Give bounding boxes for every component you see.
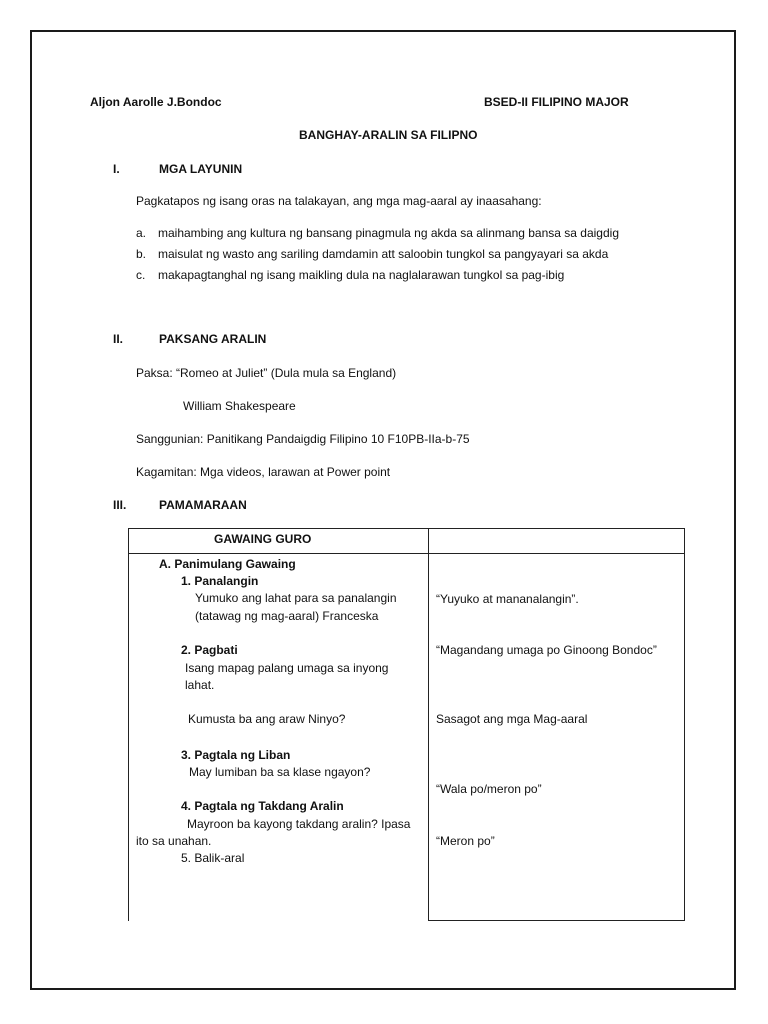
- student-response: “Magandang umaga po Ginoong Bondoc”: [436, 643, 657, 657]
- step-1-heading: 1. Panalangin: [181, 574, 259, 588]
- student-response: “Yuyuko at mananalangin”.: [436, 592, 579, 606]
- section3-number: III.: [113, 498, 127, 512]
- author-name: Aljon Aarolle J.Bondoc: [90, 95, 222, 109]
- table-column-divider: [428, 528, 429, 921]
- table-top-border: [128, 528, 685, 529]
- step-2-text: Isang mapag palang umaga sa inyong: [185, 661, 389, 675]
- objective-letter: b.: [136, 247, 147, 261]
- objective-text: maisulat ng wasto ang sariling damdamin att saloobin tungkol sa pangyayari sa akda: [158, 247, 609, 261]
- sanggunian-line: Sanggunian: Panitikang Pandaigdig Filipino 10 F10PB-IIa-b-75: [136, 432, 470, 446]
- greeting-question: Kumusta ba ang araw Ninyo?: [188, 712, 346, 726]
- student-response: “Wala po/meron po”: [436, 782, 542, 796]
- section1-intro: Pagkatapos ng isang oras na talakayan, ang mga mag-aaral ay inaasahang:: [136, 194, 542, 208]
- section2-heading: PAKSANG ARALIN: [159, 332, 267, 346]
- step-2-heading: 2. Pagbati: [181, 643, 238, 657]
- step-2-text: lahat.: [185, 678, 215, 692]
- step-3-heading: 3. Pagtala ng Liban: [181, 748, 291, 762]
- table-header-guro: GAWAING GURO: [214, 532, 312, 546]
- student-response: Sasagot ang mga Mag-aaral: [436, 712, 588, 726]
- step-1-text: Yumuko ang lahat para sa panalangin: [195, 591, 397, 605]
- student-response: “Meron po”: [436, 834, 495, 848]
- table-header-divider: [128, 553, 685, 554]
- step-5-heading: 5. Balik-aral: [181, 851, 245, 865]
- step-4-heading: 4. Pagtala ng Takdang Aralin: [181, 799, 344, 813]
- objective-letter: c.: [136, 268, 146, 282]
- step-a-heading: A. Panimulang Gawaing: [159, 557, 296, 571]
- section2-number: II.: [113, 332, 124, 346]
- course-label: BSED-II FILIPINO MAJOR: [484, 95, 629, 109]
- procedure-table: [128, 528, 685, 921]
- step-4-text: Mayroon ba kayong takdang aralin? Ipasa: [187, 817, 411, 831]
- step-1-text: (tatawag ng mag-aaral) Franceska: [195, 609, 379, 623]
- paksa-line: Paksa: “Romeo at Juliet” (Dula mula sa England): [136, 366, 397, 380]
- section3-heading: PAMAMARAAN: [159, 498, 247, 512]
- paksa-author: William Shakespeare: [183, 399, 296, 413]
- kagamitan-line: Kagamitan: Mga videos, larawan at Power point: [136, 465, 391, 479]
- section1-heading: MGA LAYUNIN: [159, 162, 243, 176]
- objective-text: maihambing ang kultura ng bansang pinagmula ng akda sa alinmang bansa sa daigdig: [158, 226, 619, 240]
- table-bottom-border: [428, 920, 685, 921]
- document-title: BANGHAY-ARALIN SA FILIPNO: [299, 128, 478, 142]
- section1-number: I.: [113, 162, 120, 176]
- table-right-border: [684, 528, 685, 921]
- step-3-text: May lumiban ba sa klase ngayon?: [189, 765, 371, 779]
- table-left-border: [128, 528, 129, 921]
- objective-text: makapagtanghal ng isang maikling dula na naglalarawan tungkol sa pag-ibig: [158, 268, 565, 282]
- objective-letter: a.: [136, 226, 147, 240]
- step-4-text: ito sa unahan.: [136, 834, 212, 848]
